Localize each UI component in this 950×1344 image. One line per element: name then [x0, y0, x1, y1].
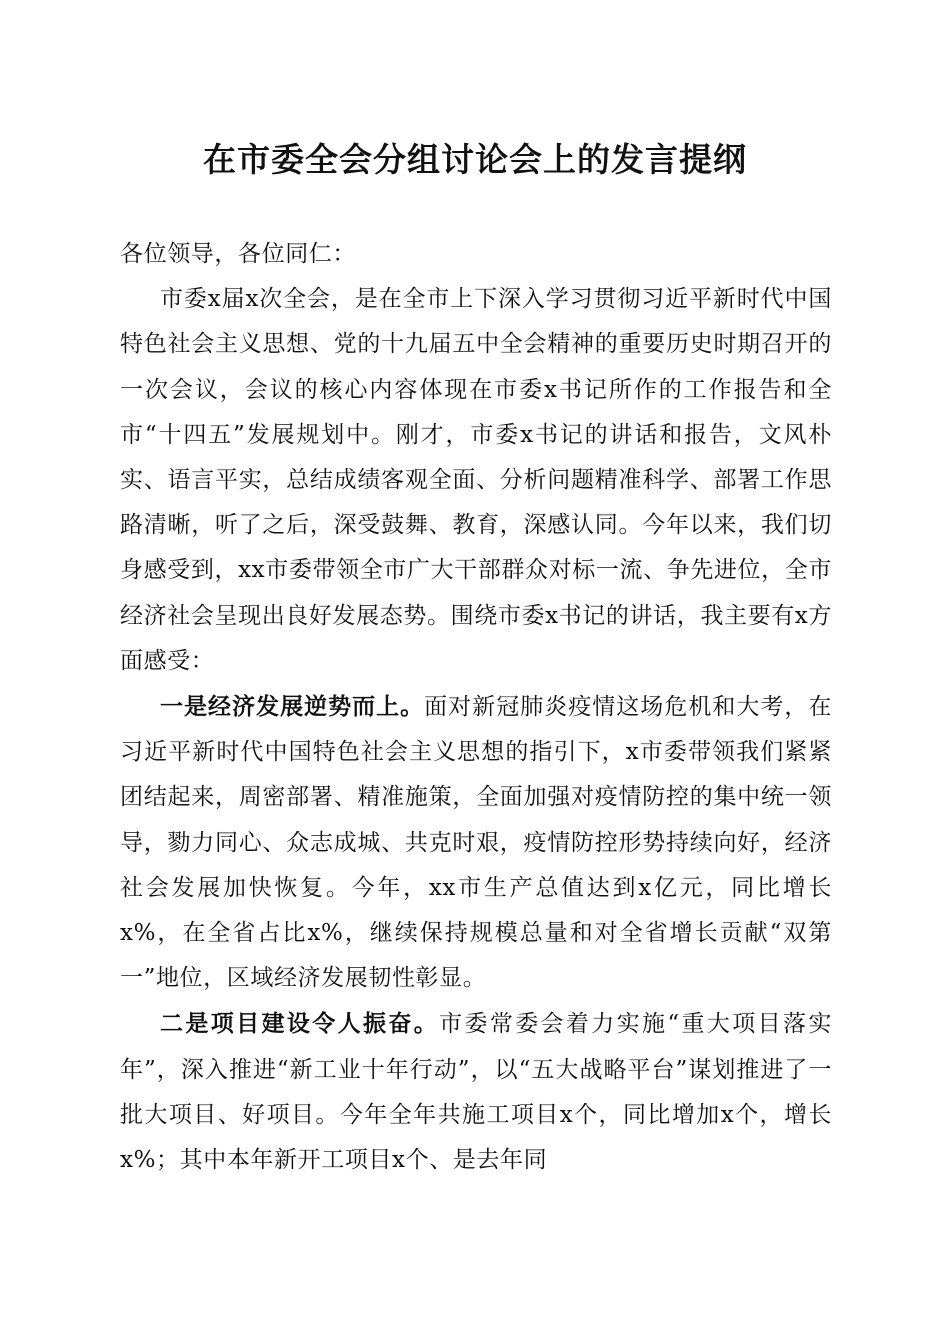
document-body — [120, 232, 832, 1183]
paragraph-text: 面对新冠肺炎疫情这场危机和大考，在习近平新时代中国特色社会主义思想的指引下，x市委带领我们紧紧团结起来，周密部署、精准施策，全面加强对疫情防控的集中统一领导，勠力同心、众志成城、共克时艰，疫情防控形势持续向好，经济社会发展加快恢复。今年，xx市生产总值达到x亿元，同比增长x%，在全省占比x%，继续保持规模总量和对全省增长贡献“双第一”地位，区域经济发展韧性彰显。 — [120, 694, 833, 992]
paragraph-lead-heading: 二是项目建设令人振奋。 — [160, 1010, 440, 1038]
document-title: 在市委全会分组讨论会上的发言提纲 — [203, 140, 747, 179]
paragraph-economy — [120, 684, 832, 1001]
paragraph-text: 市委x届x次全会，是在全市上下深入学习贯彻习近平新时代中国特色社会主义思想、党的十九届五中全会精神的重要历史时期召开的一次会议，会议的核心内容体现在市委x书记所作的工作报告和全市“十四五”发展规划中。刚才，市委x书记的讲话和报告，文风朴实、语言平实，总结成绩客观全面、分析问题精准科学、部署工作思路清晰，听了之后，深受鼓舞、教育，深感认同。今年以来，我们切身感受到，xx市委带领全市广大干部群众对标一流、争先进位，全市经济社会呈现出良好发展态势。围绕市委x书记的讲话，我主要有x方面感受： — [120, 286, 832, 674]
paragraph-lead-heading: 一是经济发展逆势而上。 — [160, 693, 425, 721]
paragraph-text: 市委常委会着力实施“重大项目落实年”，深入推进“新工业十年行动”，以“五大战略平台”谋划推进了一批大项目、好项目。今年全年共施工项目x个，同比增加x个，增长x%；其中本年新开工项目x个、是去年同 — [120, 1011, 832, 1174]
paragraph-projects — [120, 1001, 832, 1183]
paragraph-intro — [120, 277, 832, 684]
salutation: 各位领导，各位同仁： — [120, 241, 356, 267]
